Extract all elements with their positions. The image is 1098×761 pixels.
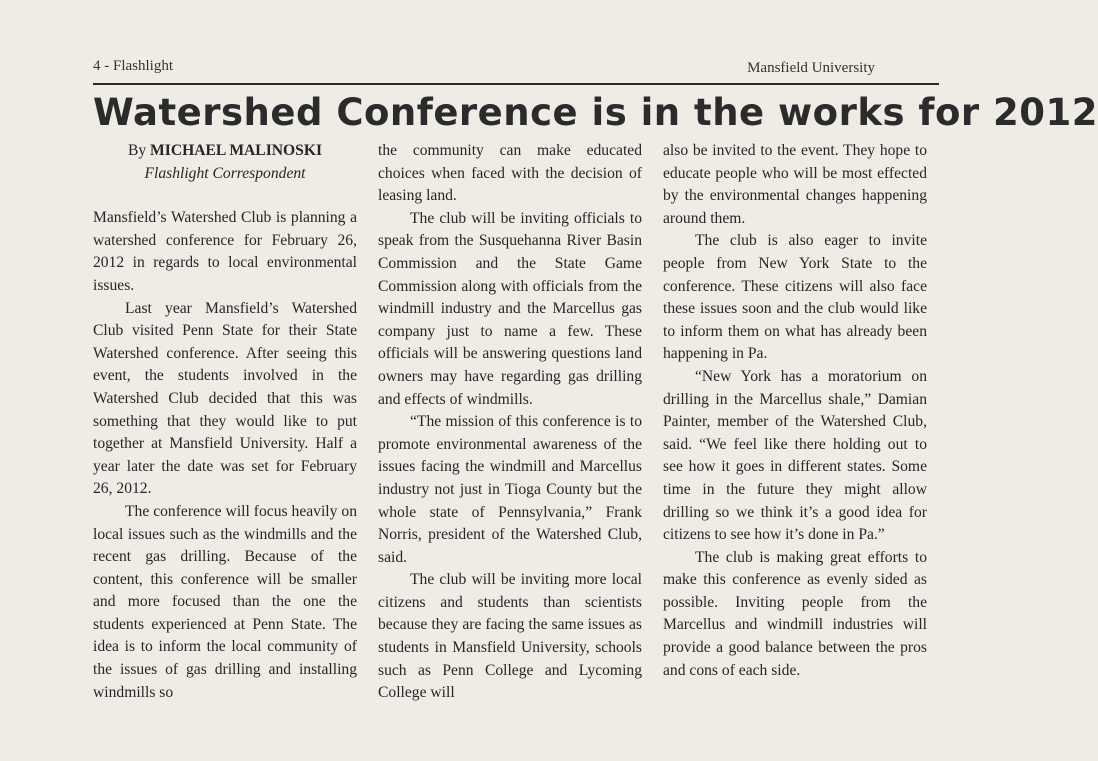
author-name: MICHAEL MALINOSKI	[150, 142, 323, 159]
headline: Watershed Conference is in the works for 2012	[93, 91, 1098, 134]
paragraph: The conference will focus heavily on local issues such as the windmills and the recent gas drilling. Because of the content, this conference will be smaller and more focused than the one the students experienced at Penn State. The idea is to inform the local community of the issues of gas drilling and installing windmills so	[93, 502, 357, 701]
page-header	[93, 52, 939, 82]
paragraph: The club is also eager to invite people from New York State to the conference. These citizens will also face these issues soon and the club would like to inform them on what has already been happening in Pa.	[663, 232, 927, 363]
byline	[93, 140, 357, 185]
byline-line	[93, 140, 357, 163]
byline-prefix: By	[127, 142, 151, 159]
article-column-2	[378, 140, 642, 761]
paragraph: the community can make educated choices when faced with the decision of leasing land.	[378, 142, 642, 205]
paragraph: also be invited to the event. They hope to educate people who will be most effected by the environmental changes happening around them.	[663, 142, 927, 227]
paragraph: “New York has a moratorium on drilling in the Marcellus shale,” Damian Painter, member of the Watershed Club, said. “We feel like there holding out to see how it goes in different states. Some time in the future they might allow drilling so we think it’s a good idea for citizens to see how it’s done in Pa.”	[663, 367, 927, 544]
paragraph: The club will be inviting officials to speak from the Susquehanna River Basin Commission and the State Game Commission along with officials from the windmill industry and the Marcellus gas company just to name a few. These officials will be answering questions land owners may have regarding gas drilling and effects of windmills.	[378, 209, 642, 408]
author-role: Flashlight Correspondent	[144, 164, 306, 182]
article-column-1	[93, 140, 357, 761]
paragraph: Last year Mansfield’s Watershed Club visited Penn State for their State Watershed conference. After seeing this event, the students involved in the Watershed Club decided that this was something that they would like to put together at Mansfield University. Half a year later the date was set for February 26, 2012.	[93, 299, 357, 498]
paragraph: “The mission of this conference is to promote environmental awareness of the issues facing the windmill and Marcellus industry not just in Tioga County but the whole state of Pennsylvania,” Frank Norris, president of the Watershed Club, said.	[378, 413, 642, 566]
publication-name: Mansfield University	[747, 60, 875, 76]
paragraph: The club will be inviting more local citizens and students than scientists because they are facing the same issues as students in Mansfield University, schools such as Penn College and Lycoming College will	[378, 571, 642, 702]
article-column-3	[663, 140, 927, 761]
paragraph: The club is making great efforts to make this conference as evenly sided as possible. Inviting people from the Marcellus and windmill industries will provide a good balance between the pros and cons of each side.	[663, 548, 927, 679]
page-number: 4 - Flashlight	[93, 58, 174, 74]
paragraph: Mansfield’s Watershed Club is planning a watershed conference for February 26, 2012 in regards to local environmental issues.	[93, 209, 357, 294]
header-rule	[93, 83, 939, 85]
